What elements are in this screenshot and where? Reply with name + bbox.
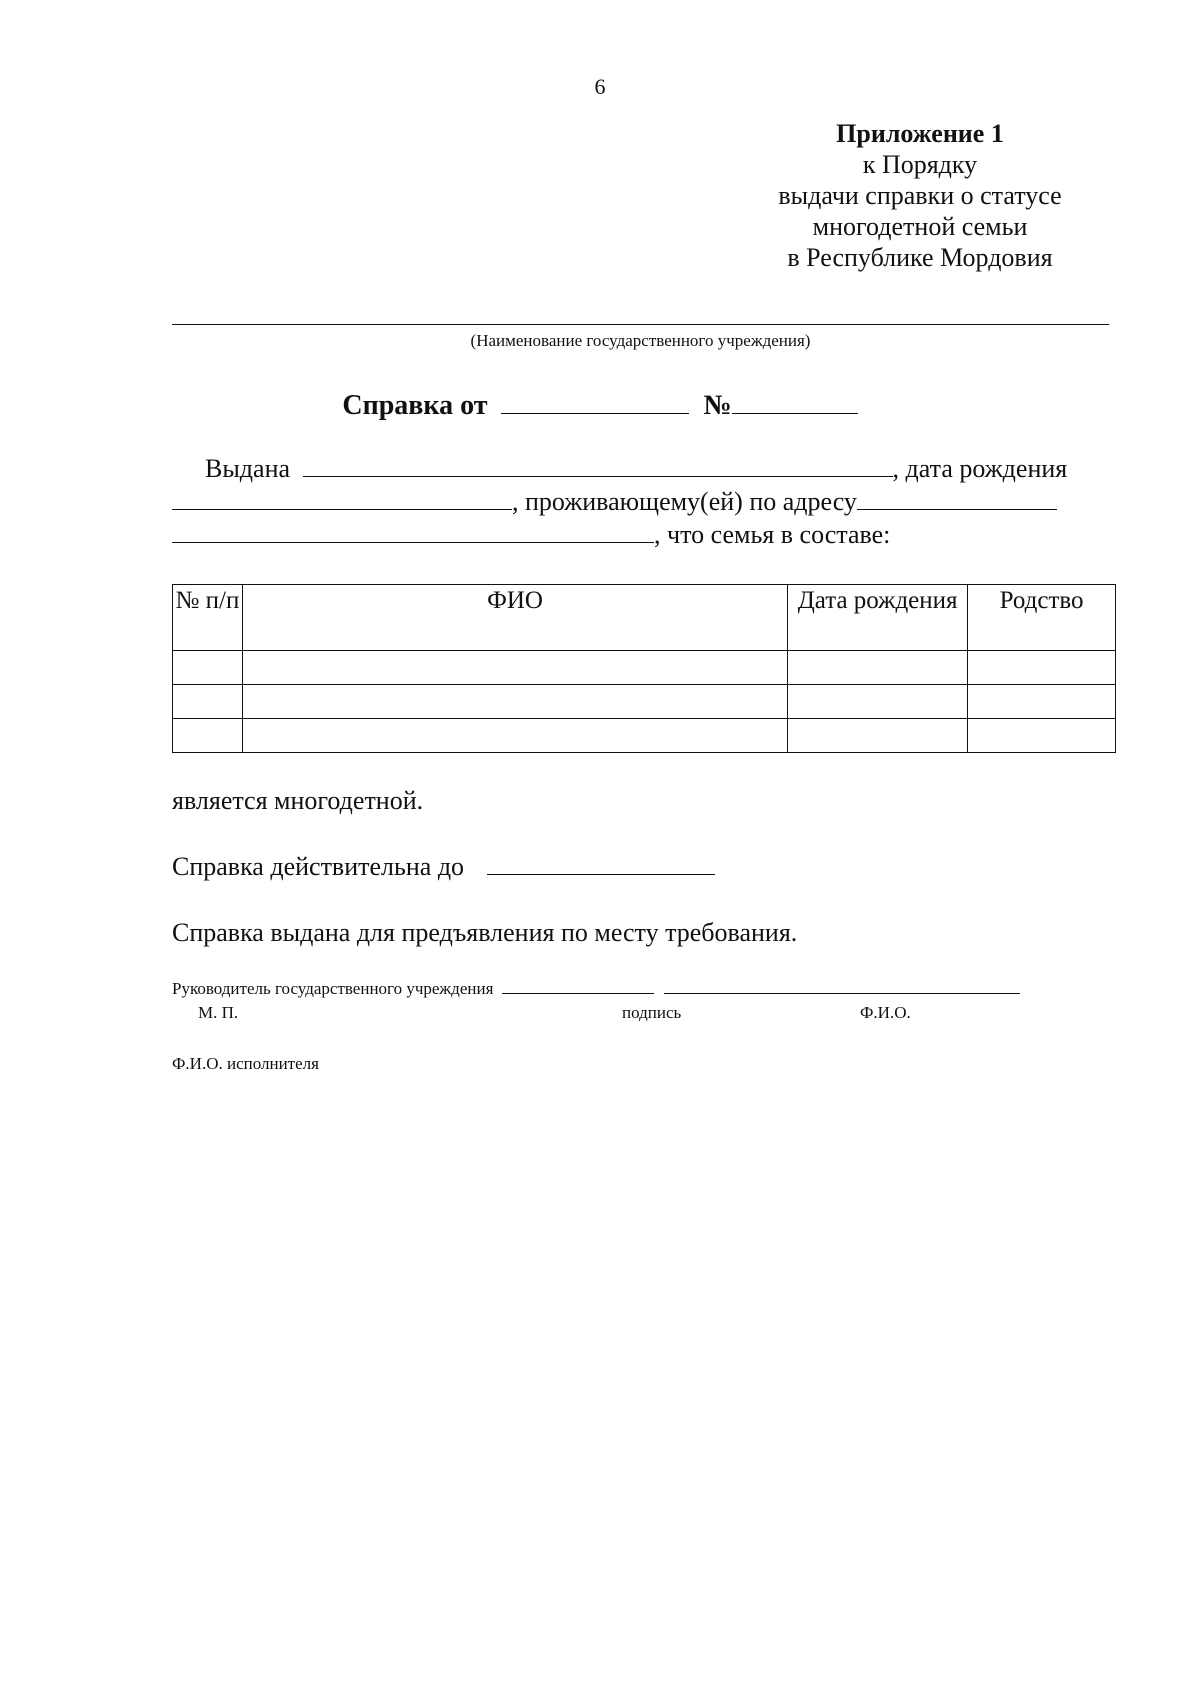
table-cell[interactable] bbox=[173, 685, 243, 719]
issued-line-3 bbox=[172, 520, 890, 550]
birth-date-field[interactable] bbox=[172, 508, 512, 510]
page-number: 6 bbox=[594, 74, 606, 99]
certificate-date-field[interactable] bbox=[501, 412, 689, 414]
issued-line-2 bbox=[172, 487, 1057, 517]
stamp-label: М. П. bbox=[198, 1003, 239, 1022]
valid-until-line bbox=[172, 852, 715, 882]
issued-for-statement: Справка выдана для предъявления по месту требования. bbox=[172, 918, 798, 947]
name-caption: Ф.И.О. bbox=[860, 1003, 911, 1022]
head-label: Руководитель государственного учреждения bbox=[172, 979, 494, 998]
table-cell[interactable] bbox=[788, 719, 968, 753]
head-name-field[interactable] bbox=[664, 992, 1020, 994]
certificate-title-prefix: Справка от bbox=[342, 390, 488, 421]
header-birth-date: Дата рождения bbox=[788, 585, 968, 651]
executor-label: Ф.И.О. исполнителя bbox=[172, 1054, 319, 1073]
table-row bbox=[173, 719, 1116, 753]
table-cell[interactable] bbox=[968, 651, 1116, 685]
table-header-row bbox=[173, 585, 1116, 651]
large-family-statement: является многодетной. bbox=[172, 786, 424, 815]
institution-name-caption: (Наименование государственного учреждения) bbox=[470, 331, 811, 350]
valid-until-field[interactable] bbox=[487, 873, 715, 875]
appendix-line: многодетной семьи bbox=[812, 212, 1028, 241]
table-cell[interactable] bbox=[242, 719, 787, 753]
family-composition-label: , что семья в составе: bbox=[654, 520, 891, 549]
issued-label: Выдана bbox=[205, 454, 291, 483]
family-table bbox=[172, 584, 1116, 753]
issued-name-field[interactable] bbox=[303, 475, 893, 477]
issued-line-1 bbox=[205, 454, 1067, 484]
header-full-name: ФИО bbox=[242, 585, 787, 651]
institution-name-field[interactable] bbox=[172, 324, 1109, 325]
head-signature-line bbox=[172, 979, 1020, 999]
appendix-line: в Республике Мордовия bbox=[787, 243, 1053, 272]
table-cell[interactable] bbox=[173, 651, 243, 685]
table-cell[interactable] bbox=[242, 651, 787, 685]
signature-caption: подпись bbox=[622, 1003, 682, 1022]
table-cell[interactable] bbox=[242, 685, 787, 719]
address-field-continued[interactable] bbox=[172, 541, 654, 543]
table-cell[interactable] bbox=[788, 651, 968, 685]
table-cell[interactable] bbox=[968, 685, 1116, 719]
appendix-title: Приложение 1 bbox=[836, 119, 1004, 148]
appendix-header bbox=[700, 118, 1140, 273]
appendix-line: к Порядку bbox=[862, 150, 978, 179]
address-label: , проживающему(ей) по адресу bbox=[512, 487, 857, 516]
table-cell[interactable] bbox=[788, 685, 968, 719]
certificate-title bbox=[0, 390, 1200, 422]
signature-field[interactable] bbox=[502, 992, 654, 994]
table-row bbox=[173, 651, 1116, 685]
table-row bbox=[173, 685, 1116, 719]
table-cell[interactable] bbox=[968, 719, 1116, 753]
certificate-number-field[interactable] bbox=[732, 412, 858, 414]
header-number: № п/п bbox=[173, 585, 243, 651]
valid-until-label: Справка действительна до bbox=[172, 852, 465, 881]
number-sign: № bbox=[703, 390, 732, 421]
header-relationship: Родство bbox=[968, 585, 1116, 651]
appendix-line: выдачи справки о статусе bbox=[778, 181, 1062, 210]
birth-date-label: , дата рождения bbox=[892, 454, 1068, 483]
table-cell[interactable] bbox=[173, 719, 243, 753]
address-field[interactable] bbox=[857, 508, 1057, 510]
